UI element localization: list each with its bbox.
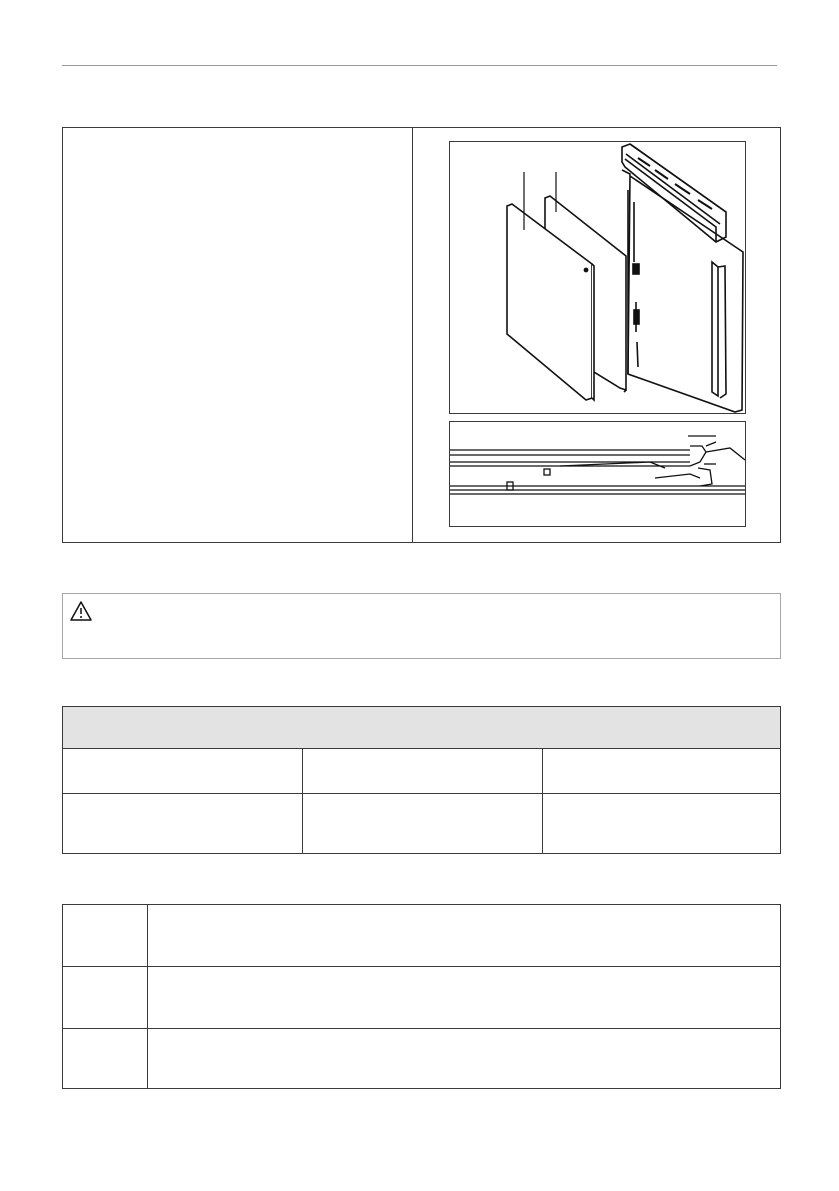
table-cell <box>303 794 543 853</box>
step-number <box>63 1029 148 1088</box>
warning-triangle-icon <box>69 600 93 622</box>
step-number <box>63 967 148 1028</box>
glass-seating-detail-illustration <box>449 421 746 527</box>
step-divider <box>412 128 413 542</box>
table-row <box>63 794 780 853</box>
table-row <box>63 967 780 1029</box>
table-row <box>63 749 780 794</box>
step-number <box>63 905 148 966</box>
step-box <box>62 127 781 543</box>
table-cell <box>63 749 303 793</box>
step-description <box>148 1029 780 1088</box>
spec-table-header <box>63 707 780 749</box>
table-cell <box>303 749 543 793</box>
table-cell <box>543 794 780 853</box>
step-description <box>148 967 780 1028</box>
table-cell <box>543 749 780 793</box>
header-rule <box>62 65 777 66</box>
door-glass-exploded-illustration <box>449 141 746 414</box>
table-row <box>63 1029 780 1088</box>
steps-table <box>62 904 781 1089</box>
door-frame-top-bar <box>622 144 726 242</box>
door-frame <box>622 170 743 412</box>
table-row <box>63 905 780 967</box>
table-cell <box>63 794 303 853</box>
spec-table <box>62 706 781 854</box>
step-description <box>148 905 780 966</box>
warning-box <box>62 593 781 659</box>
